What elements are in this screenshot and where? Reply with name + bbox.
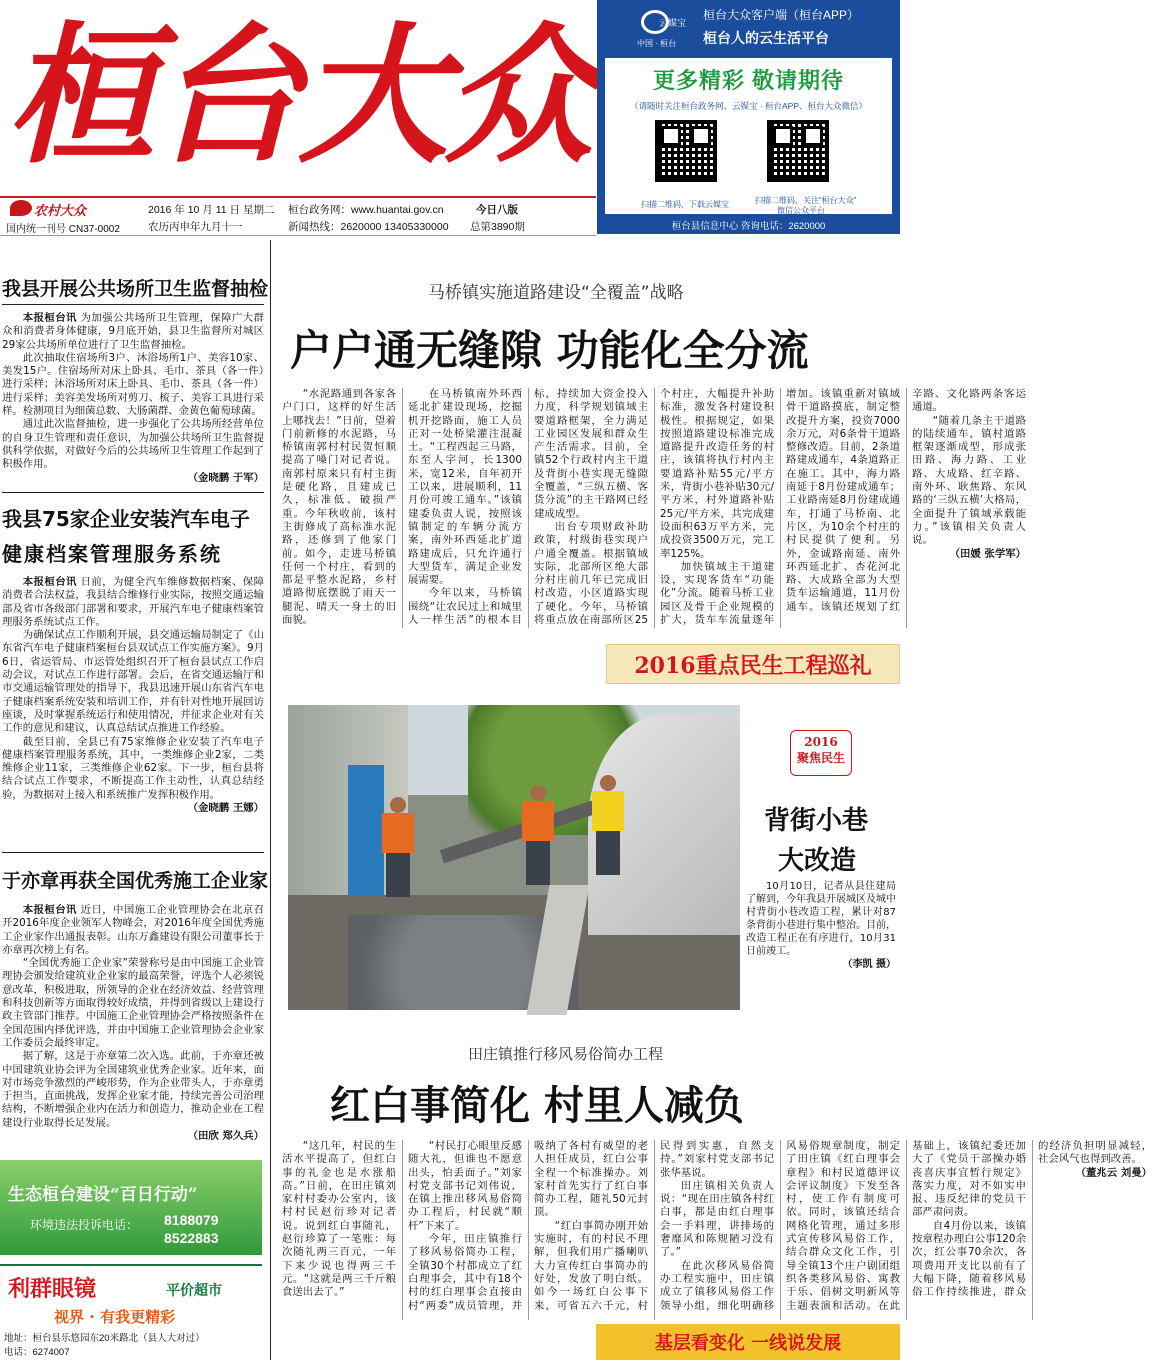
main-story-2-body: “这几年，村民的生活水平提高了，但红白事的礼金也是水涨船高。”日前，在田庄镇刘家村村委办公室内，该村村民赵衍珍对记者说。说到红白事随礼，赵衍珍算了一笔账：每次随礼两三百元，一年下来少说也得两三千元。“这就是两三千斤粮食送出去了。” “村民打心眼里反感随大礼，但谁也不愿意出头，怕丢面子。”刘家村党支部书记刘伟说，在镇上推出移风易俗简办工程后，村民就“顺杆”下来了。 今年，田庄镇推行了移风易俗简办工程，全镇30个村都成立了红白理事会，其中有18个村的红白理事会直接由村“两委”成员管理，并吸纳了各村有威望的老人担任成员，红白公事全程一个标准操办。刘家村首先实行了红白事简办工程，随礼50元封顶。 “红白事简办刚开始实施时，有的村民不理解，但我们用广播喇叭大力宣传红白事简办的好处，发放了明白纸。如今一场红白公事下来，可省五六千元，村民得到实惠，自然支持。”刘家村党支部书记张华基说。 田庄镇相关负责人说：“现在田庄镇各村红白事，都是由红白理事会一手料理，讲排场的奢靡风和陈规陋习没有了。” 在此次移风易俗简办工程实施中，田庄镇成立了镇移风易俗工作领导小组，细化明确移风易俗规章制度，制定了田庄镇《红白理事会章程》和村民道德评议会评议制度》下发至各村，使工作有制度可依。同时，该镇还结合网格化管理，通过多形式宣传移风易俗工作，结合群众文化工作，引导全镇13个庄户剧团组织各类移风易俗、寓教于乐、倡树文明新风等主题表演和活动。在此基础上，该镇纪委还加大了《党员干部操办婚丧喜庆事宜暂行规定》落实力度，对不如实申报、违反纪律的党员干部严肃问责。 自4月份以来，该镇按章程办理白公事120余次，红公事70余次，各项费用开支比以前有了大幅下降，随着移风易俗工作持续推进，群众的经济负担明显减轻，社会风气也得到改善。 （董兆云 刘曼）	[282, 1140, 1152, 1312]
newspaper-logo: 桓台大众	[6, 8, 591, 184]
article-1-body: 本报桓台讯 为加强公共场所卫生管理，保障广大群众和消费者身体健康，9月底开始，县卫生监督所对城区29家公共场所单位进行了卫生监督抽检。 此次抽取住宿场所3户、沐浴场所1户、美容10家、美发15户。住宿场所对床上卧具、毛巾、茶具（各一件）进行采样；沐浴场所对床上卧具、毛巾、茶具（各一件）进行采样；美容美发场所对剪刀、梳子、美容工具进行采样。检测项目为细菌总数、大肠菌群、金黄色葡萄球菌。 通过此次监督抽检，进一步强化了公共场所经营单位的自身卫生管理和责任意识，为加强公共场所卫生监督提供科学依据，对做好今后的公共场所卫生管理工作起到了积极作用。 （金晓鹏 于军）	[2, 312, 265, 484]
livelihood-banner: 2016重点民生工程巡礼	[606, 644, 900, 684]
column-rule-left	[270, 240, 271, 1360]
website: 桓台政务网：www.huantai.gov.cn	[288, 204, 444, 216]
ad2-tag: 平价超市	[166, 1283, 222, 1299]
ad-ecology-campaign[interactable]	[0, 1160, 262, 1255]
paper-logo: 农村大众	[6, 200, 116, 218]
masthead	[0, 0, 900, 240]
worker-figure	[588, 775, 628, 875]
main-story-2-title[interactable]: 红白事简化 村里人减负	[330, 1082, 744, 1129]
main-story-1-kicker: 马桥镇实施道路建设“全覆盖”战略	[428, 283, 684, 303]
news-hotline: 新闻热线：2620000 13405330000	[288, 221, 449, 233]
worker-figure	[378, 797, 418, 897]
qr-caption-download: 扫描二维码，下载云媒宝	[641, 200, 729, 209]
ad1-title: 生态桓台建设“百日行动”	[8, 1185, 198, 1205]
street-construction-photo	[288, 705, 740, 1010]
app-promo	[597, 0, 900, 234]
photo-title-line1: 背街小巷	[764, 806, 869, 836]
qr-caption-wechat-2: 微信公众平台	[777, 206, 825, 215]
article-2-body: 本报桓台讯 日前，为健全汽车维修数据档案、保障消费者合法权益，我县结合维修行业实际，按照交通运输部及省市各级部门部署和要求，开展汽车电子健康档案管理服务系统试点工作。 为确保试点工作顺利开展，县交通运输局制定了《山东省汽车电子健康档案桓台县双试点工作实施方案》。9月6日，省运管局、市运管处组织召开了桓台县试点工作启动会议，对试点工作进行部署。会后，在省交通运输厅和市交通运输管理处的指导下，我县迅速开展山东省汽车电子健康档案系统安装和培训工作，并有针对性地开展回访座谈，及时掌握系统运行和使用情况，并征求企业对有关工作的意见和建议，认真总结试点推进工作经验。 截至目前，全县已有75家维修企业安装了汽车电子健康档案管理服务系统，其中，一类维修企业2家，二类维修企业11家，三类维修企业62家。下一步，桓台县将结合试点工作要求，不断提高工作主动性，认真总结经验，为数据对上接入和系统推广发挥积极作用。 （金晓鹏 王娜）	[2, 576, 265, 815]
paper-logo-icon	[10, 200, 32, 216]
article-1-title[interactable]: 我县开展公共场所卫生监督抽检	[2, 278, 269, 300]
photo-caption: 10月10日，记者从县住建局了解到，今年我县开展城区及城中村背街小巷改造工程，累计对87条背街小巷进行集中整治。目前，改造工程正在有序进行，10月31日前竣工。 （李凯 摄）	[746, 881, 896, 970]
promo-note: （请随时关注桓台政务网、云媒宝 · 桓台APP、桓台大众微信）	[629, 101, 868, 111]
issue-number: 总第3890期	[470, 221, 525, 233]
promo-title: 桓台大众客户端（桓台APP）	[703, 8, 860, 22]
qr-code-wechat[interactable]	[767, 120, 829, 182]
photo-caption-box	[742, 730, 900, 1010]
main-story-1-title[interactable]: 户户通无缝隙 功能化全分流	[290, 326, 809, 375]
qr-caption-wechat: 扫描二维码，关注“桓台大众”	[755, 196, 857, 205]
app-logo: 云媒宝 中国 · 桓台	[637, 10, 691, 46]
article-3-body: 本报桓台讯 近日，中国施工企业管理协会在北京召开2016年度企业领军人物峰会，对2016年度全国优秀施工企业家作出通报表彰。山东万鑫建设有限公司董事长于亦章再次榜上有名。 “全国优秀施工企业家”荣誉称号是由中国施工企业管理协会颁发给建筑业企业家的最高荣誉，评选个人必须锐意改革，积极进取，所领导的企业在经济效益、经营管理和科技创新等方面取得较好成绩，并得到省级以上建设行政主管部门推荐。中国施工企业管理协会严格按照条件在全国范围内择优评选，并由中国施工企业管理协会企业家工作委员会最终审定。 据了解，这是于亦章第二次入选。此前，于亦章还被中国建筑业协会评为全国建筑业优秀企业家。近年来，面对市场竞争激烈的严峻形势，作为企业带头人，于亦章勇于担当，直面挑战，发挥企业家才能，持续完善公司治理结构，不断增强企业内在活力和创造力，推动企业在工程建设行业取得长足发展。 （田欣 郑久兵）	[2, 904, 265, 1143]
lunar-date: 农历丙申年九月十一	[148, 221, 243, 233]
ad1-phone-2: 8522883	[164, 1230, 219, 1246]
promo-footer: 桓台县信息中心 咨询电话：2620000	[671, 221, 826, 232]
promo-headline: 更多精彩 敬请期待	[652, 68, 845, 93]
main-story-2-kicker: 田庄镇推行移风易俗简办工程	[468, 1045, 664, 1063]
ad2-phone: 电话：6274007	[4, 1347, 70, 1358]
page-count: 今日八版	[476, 204, 518, 216]
photo-title-line2: 大改造	[778, 846, 857, 876]
cn-number: 国内统一刊号 CN37-0002	[6, 224, 120, 235]
focus-livelihood-badge: 2016 聚焦民生	[790, 730, 852, 776]
grassroots-banner: 基层看变化 一线说发展	[596, 1324, 900, 1360]
qr-code-download[interactable]	[655, 120, 717, 182]
ad2-address: 地址：桓台县乐悠园东20米路北（县人大对过）	[4, 1333, 205, 1344]
article-2-title-line2[interactable]: 健康档案管理服务系统	[2, 542, 222, 566]
ad-liqun-glasses[interactable]	[0, 1264, 262, 1360]
issue-date: 2016 年 10 月 11 日 星期二	[148, 204, 275, 216]
article-2-title-line1[interactable]: 我县75家企业安装汽车电子	[2, 507, 250, 531]
article-3-title[interactable]: 于亦章再获全国优秀施工企业家	[2, 870, 269, 892]
ad2-title: 利群眼镜	[8, 1276, 97, 1302]
worker-figure	[518, 785, 558, 885]
app-logo-label: 云媒宝	[659, 18, 687, 28]
main-story-1-body: “水泥路通到各家各户门口，这样的好生活上哪找去！”日前，望着门前新修的水泥路，马桥镇南郭村村民贺恒顺提高了嗓门对记者说。南郭村原来只有村主街是硬化路，且建成已久，标准低、破损严重。今年秋收前，该村主街修成了高标准水泥路，还修到了他家门前。如今，走进马桥镇任何一个村庄，看到的都是平整水泥路，乡村道路彻底摆脱了雨天一腿泥、晴天一身土的旧面貌。 在马桥镇南外环西延北扩建设现场，挖掘机开挖路面，施工人员正对一处桥梁灌注混凝土。“工程西起三马路，东至人字河，长1300米，宽12米，自年初开工以来，进展顺利，11月份可竣工通车。”该镇建委负责人说，按照该镇制定的车辆分流方案，南外环西延北扩道路建成后，只允许通行大型货车，满足企业发展需要。 今年以来，马桥镇围绕“让农民过上和城里人一样生活”的根本目标，持续加大资金投入力度，科学规划镇域主要道路框架，全力满足工业园区发展和群众生产生活需求。目前，全镇52个行政村内主干道及背街小巷实现无缝隙全覆盖，“三纵五横、客货分流”的主干路网已经建成成型。 出台专项财政补助政策，村级街巷实现户户通全覆盖。根据镇域实际，北部所区绝大部分村庄前几年已完成旧村改造，小区道路实现了硬化。今年，马桥镇将重点放在南部所区25个村庄，大幅提升补助标准，激发各村建设积极性。根据规定，如果按照道路建设标准完成道路提升改造任务的村庄，该镇将执行村内主要道路补贴55元/平方米，背街小巷补贴30元/平方米，村外道路补贴25元/平方米，共完成建设面积63万平方米，完成投资3500万元，完工率125%。 加快镇域主干道建设，实现客货车“功能化”分流。随着马桥工业园区及骨干企业规模的扩大，货车车流量逐年增加。该镇重新对镇域骨干道路摸底，制定整改提升方案，投资7000余万元，对6条骨干道路整修改造。目前，2条道路建成通车，4条道路正在施工。其中，海力路南延于8月份建成通车；工业路南延8月份建成通车，打通了马桥南、北片区，为10余个村庄的村民提供了便利。另外，金诚路南延、南外环西延北扩、杏花河北路、大成路全部为大型货车运输通道，11月份通车。该镇还规划了红辛路、文化路两条客运通道。 “随着几条主干道路的陆续通车，镇村道路框架逐渐成型，形成张田路、海力路、工业路、大成路、红辛路、南外环、耿焦路、东风路的‘三纵五横’大格局，全面提升了镇域承载能力。”该镇相关负责人说。 （田媛 张学军）	[282, 388, 1026, 627]
ad2-slogan: 视界 · 有我更精彩	[54, 1308, 176, 1326]
promo-subtitle: 桓台人的云生活平台	[703, 30, 829, 46]
masthead-info-bar	[0, 196, 596, 236]
ad1-phone-1: 8188079	[164, 1212, 219, 1228]
ad1-label: 环境违法投诉电话：	[30, 1218, 139, 1232]
